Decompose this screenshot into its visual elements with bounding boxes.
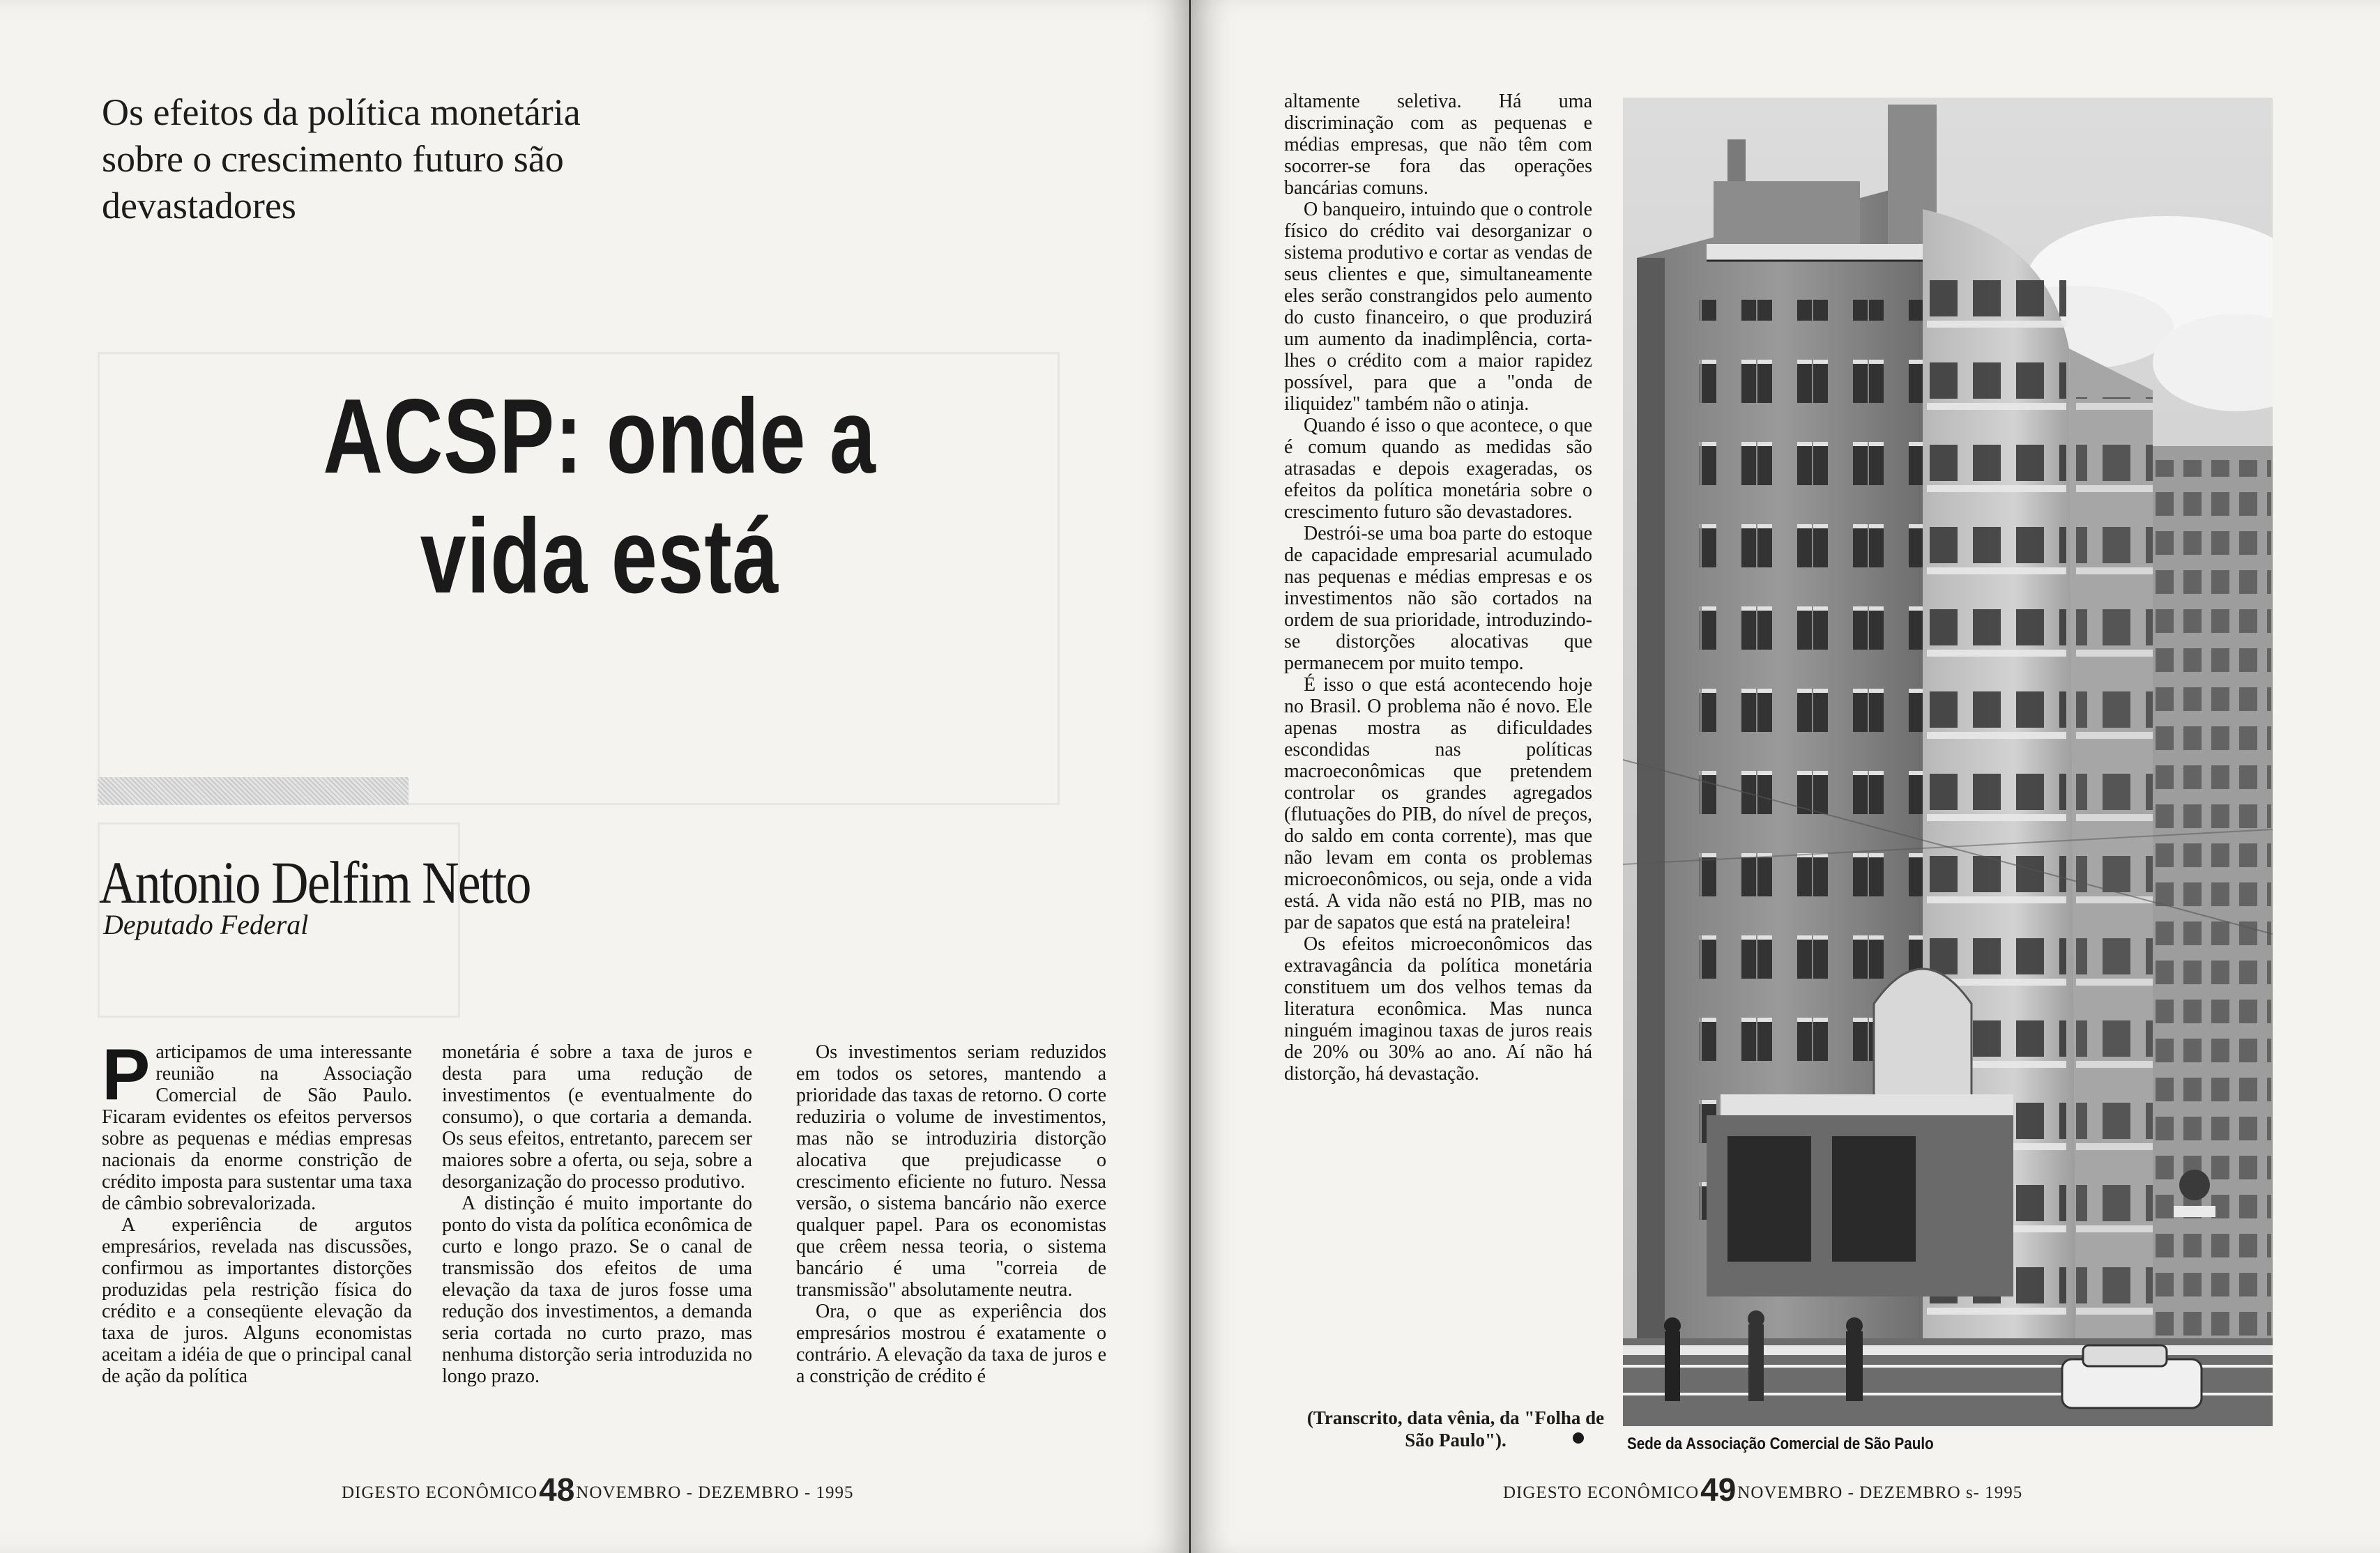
author-name: Antonio Delfim Netto	[99, 849, 531, 916]
text-column-right	[1284, 91, 1592, 1085]
paragraph: O banqueiro, intuindo que o controle físico do crédito vai desorganizar o sistema produtivo e cortar as vendas de seus clientes e que, simultaneamente eles serão constrangidos pelo aumento do custo financeiro, o que produzirá um aumento da inadimplência, corta-lhes o crédito com a maior rapidez possível, para que a "onda de iliquidez" também não o atinja.	[1284, 199, 1592, 415]
paragraph: Participamos de uma interessante reunião na Associação Comercial de São Paulo. Ficaram evidentes os efeitos perversos sobre as pequenas e médias empresas nacionais da enorme constrição de crédito imposta para sustentar uma taxa de câmbio sobrevalorizada.	[102, 1034, 412, 1214]
footer-date: NOVEMBRO - DEZEMBRO - 1995	[576, 1483, 854, 1502]
paragraph: Quando é isso o que acontece, o que é comum quando as medidas são atrasadas e depois exageradas, os efeitos da política monetária sobre o crescimento futuro são devastadores.	[1284, 415, 1592, 523]
left-page	[0, 0, 1189, 1553]
page-number: 49	[1700, 1471, 1737, 1508]
text-column-3	[796, 1041, 1106, 1387]
article-kicker: Os efeitos da política monetária sobre o crescimento futuro são devastadores	[102, 91, 581, 227]
headline-line-2: vida está	[420, 497, 779, 615]
footer-date: NOVEMBRO - DEZEMBRO s- 1995	[1737, 1483, 2023, 1502]
drop-cap: P	[102, 1034, 151, 1115]
decorative-gray-bar	[98, 777, 409, 805]
page-footer	[342, 1471, 854, 1508]
text-column-2	[442, 1041, 752, 1387]
paragraph: É isso o que está acontecendo hoje no Brasil. O problema não é novo. Ele apenas mostra as dificuldades escondidas nas políticas macroeconômicas que pretendem controlar os grandes agregados (flutuações do PIB, do nível de preços, do saldo em conta corrente), mas que não levam em conta os problemas microeconômicos, ou seja, onde a vida está. A vida não está no PIB, mas no par de sapatos que está na prateleira!	[1284, 674, 1592, 933]
article-headline	[322, 376, 877, 616]
paragraph: A experiência de argutos empresários, revelada nas discussões, confirmou as importantes distorções produzidas pela restrição física do crédito e a conseqüente elevação da taxa de juros. Alguns economistas aceitam a idéia de que o principal canal de ação da política	[102, 1214, 412, 1387]
author-role: Deputado Federal	[103, 909, 309, 940]
headline-line-1: ACSP: onde a	[323, 377, 876, 496]
paragraph: A distinção é muito importante do ponto do vista da política econômica de curto e longo prazo. Se o canal de transmissão dos efeitos de uma elevação da taxa de juros fosse uma redução dos investimentos, a demanda seria cortada no curto prazo, mas nenhuma distorção seria introduzida no longo prazo.	[442, 1193, 752, 1387]
paragraph: Ora, o que as experiência dos empresários mostrou é exatamente o contrário. A elevação da taxa de juros e a constrição de crédito é	[796, 1301, 1106, 1387]
source-credit: (Transcrito, data vênia, da "Folha de São Paulo").	[1306, 1407, 1605, 1451]
paragraph: Os investimentos seriam reduzidos em todos os setores, mantendo a prioridade das taxas de retorno. O corte reduziria o volume de investimentos, mas não se introduziria distorção alocativa que prejudicasse o crescimento eficiente no futuro. Nessa versão, o sistema bancário não exerce qualquer papel. Para os economistas que crêem nessa teoria, o sistema bancário é uma "correia de transmissão" absolutamente neutra.	[796, 1041, 1106, 1301]
text-column-1	[102, 1034, 412, 1387]
paragraph: monetária é sobre a taxa de juros e desta para uma redução de investimentos (e eventualmente do consumo), o que cortaria a demanda. Os seus efeitos, entretanto, parecem ser maiores sobre a oferta, ou seja, sobre a desorganização do processo produtivo.	[442, 1041, 752, 1193]
right-page	[1191, 0, 2380, 1553]
page-footer	[1503, 1471, 2022, 1508]
building-illustration	[1623, 98, 2273, 1426]
end-bullet	[1573, 1432, 1584, 1444]
building-photo	[1623, 98, 2273, 1426]
paragraph: Destrói-se uma boa parte do estoque de capacidade empresarial acumulado nas pequenas e médias empresas e os investimentos não são cortados na ordem de sua prioridade, introduzindo-se distorções alocativas que permanecem por muito tempo.	[1284, 523, 1592, 674]
footer-publication: DIGESTO ECONÔMICO	[1503, 1483, 1700, 1502]
page-number: 48	[539, 1471, 575, 1508]
footer-publication: DIGESTO ECONÔMICO	[342, 1483, 538, 1502]
photo-caption: Sede da Associação Comercial de São Paulo	[1627, 1435, 1934, 1453]
paragraph: Os efeitos microeconômicos das extravagância da política monetária constituem um dos velhos temas da literatura econômica. Mas nunca ninguém imaginou taxas de juros reais de 20% ou 30% ao ano. Aí não há distorção, há devastação.	[1284, 933, 1592, 1085]
paragraph: altamente seletiva. Há uma discriminação com as pequenas e médias empresas, que não têm com socorrer-se fora das operações bancárias comuns.	[1284, 91, 1592, 199]
